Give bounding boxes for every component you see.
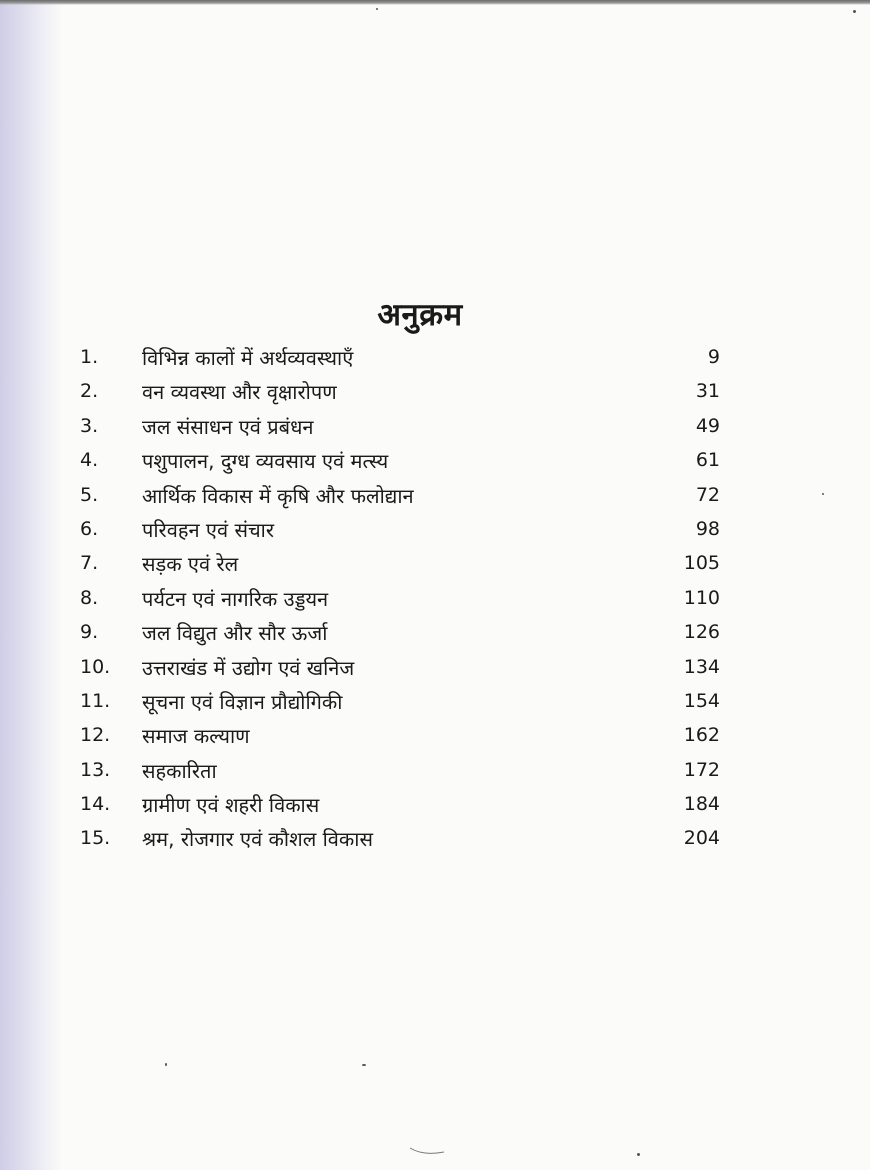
toc-row xyxy=(0,720,870,754)
toc-row xyxy=(0,445,870,479)
toc-chapter-title: सहकारिता xyxy=(142,758,217,783)
toc-page-number: 9 xyxy=(707,346,720,368)
toc-chapter-title: वन व्यवस्था और वृक्षारोपण xyxy=(142,380,337,405)
dust-speck xyxy=(362,1064,366,1066)
toc-page-number: 154 xyxy=(683,689,720,712)
toc-row xyxy=(0,617,870,651)
toc-page-number: 162 xyxy=(683,724,720,747)
dust-speck xyxy=(637,1153,640,1156)
toc-page-number: 31 xyxy=(695,380,720,403)
toc-chapter-number: 15. xyxy=(80,827,111,850)
toc-page-number: 184 xyxy=(683,793,720,816)
toc-chapter-number: 8. xyxy=(80,586,99,609)
toc-page-number: 61 xyxy=(695,449,720,472)
toc-chapter-title: उत्तराखंड में उद्योग एवं खनिज xyxy=(142,655,355,680)
paper-mark xyxy=(408,1144,448,1158)
toc-row xyxy=(0,376,870,410)
toc-chapter-title: सड़क एवं रेल xyxy=(142,552,239,577)
toc-page-number: 49 xyxy=(695,414,720,437)
dust-speck xyxy=(165,1063,167,1066)
toc-page-number: 72 xyxy=(695,483,720,506)
toc-chapter-number: 1. xyxy=(80,346,99,368)
toc-chapter-number: 14. xyxy=(80,793,111,816)
toc-page-number: 172 xyxy=(683,758,720,781)
toc-chapter-number: 7. xyxy=(80,552,99,575)
page-top-edge xyxy=(0,0,870,5)
toc-row xyxy=(0,514,870,548)
toc-chapter-title: विभिन्न कालों में अर्थव्यवस्थाएँ xyxy=(142,346,354,370)
toc-row xyxy=(0,342,870,376)
toc-chapter-title: जल विद्युत और सौर ऊर्जा xyxy=(142,621,328,646)
toc-row xyxy=(0,823,870,857)
toc-chapter-number: 6. xyxy=(80,517,99,540)
toc-row xyxy=(0,583,870,617)
toc-chapter-number: 4. xyxy=(80,449,99,472)
toc-chapter-title: समाज कल्याण xyxy=(142,724,250,749)
toc-row xyxy=(0,652,870,686)
toc-row xyxy=(0,755,870,789)
toc-chapter-title: श्रम, रोजगार एवं कौशल विकास xyxy=(142,827,373,852)
toc-row xyxy=(0,686,870,720)
dust-speck xyxy=(376,8,378,10)
toc-chapter-title: पशुपालन, दुग्ध व्यवसाय एवं मत्स्य xyxy=(142,449,389,474)
toc-page-number: 105 xyxy=(683,552,720,575)
toc-chapter-title: सूचना एवं विज्ञान प्रौद्योगिकी xyxy=(142,689,343,714)
toc-page-number: 98 xyxy=(695,517,720,540)
dust-speck xyxy=(853,10,856,13)
toc-chapter-title: जल संसाधन एवं प्रबंधन xyxy=(142,414,314,439)
toc-chapter-number: 3. xyxy=(80,414,99,437)
toc-page-number: 126 xyxy=(683,621,720,644)
toc-chapter-number: 13. xyxy=(80,758,111,781)
dust-speck xyxy=(822,493,824,495)
toc-chapter-title: पर्यटन एवं नागरिक उड्डयन xyxy=(142,586,329,611)
toc-row xyxy=(0,548,870,582)
toc-chapter-number: 11. xyxy=(80,689,111,712)
toc-page-number: 110 xyxy=(683,586,720,609)
toc-chapter-title: ग्रामीण एवं शहरी विकास xyxy=(142,793,320,818)
toc-row xyxy=(0,789,870,823)
toc-chapter-number: 5. xyxy=(80,483,99,506)
toc-page-number: 204 xyxy=(683,827,720,850)
table-of-contents xyxy=(0,342,870,858)
toc-chapter-title: आर्थिक विकास में कृषि और फलोद्यान xyxy=(142,483,414,508)
toc-chapter-number: 10. xyxy=(80,655,111,678)
toc-chapter-number: 12. xyxy=(80,724,111,747)
toc-row xyxy=(0,411,870,445)
page-title: अनुक्रम xyxy=(377,296,463,333)
toc-chapter-number: 9. xyxy=(80,621,99,644)
toc-chapter-number: 2. xyxy=(80,380,99,403)
toc-chapter-title: परिवहन एवं संचार xyxy=(142,517,275,542)
toc-page-number: 134 xyxy=(683,655,720,678)
toc-row xyxy=(0,480,870,514)
